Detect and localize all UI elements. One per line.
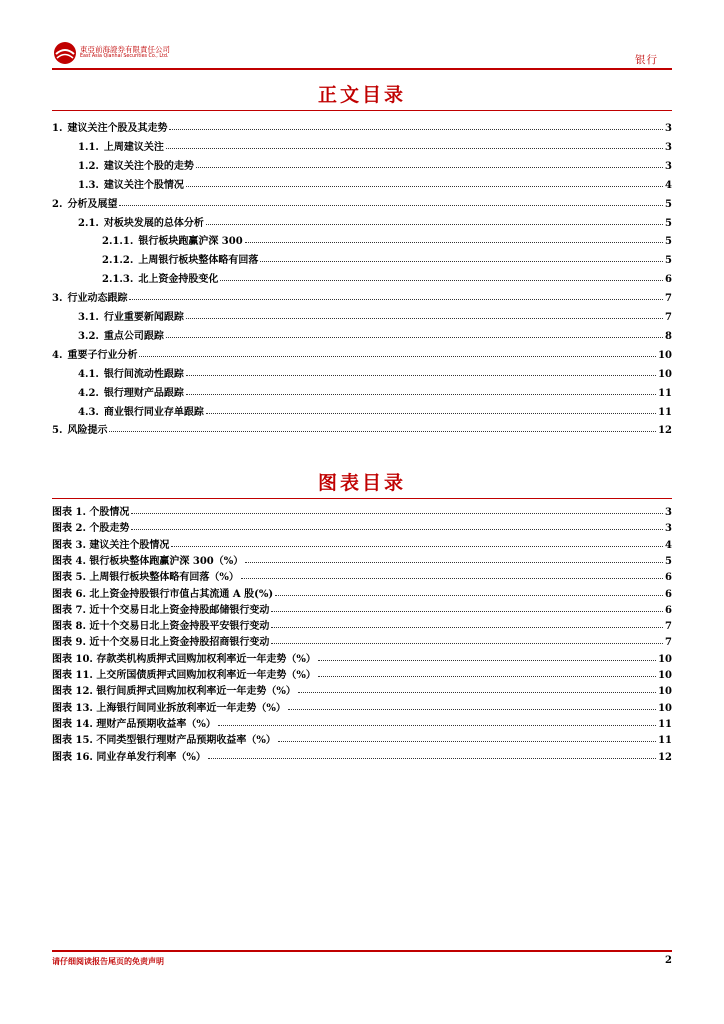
figure-entry[interactable] (52, 632, 672, 648)
figure-entry-title: 图表 2. 个股走势 (52, 523, 130, 535)
toc-entry[interactable] (52, 229, 672, 247)
toc-title-rule (52, 110, 672, 111)
toc-entry-number: 2.1.2. (102, 255, 134, 267)
figure-entry[interactable] (52, 616, 672, 632)
footer-disclaimer: 请仔细阅读报告尾页的免责声明 (52, 957, 164, 966)
toc-entry[interactable] (52, 362, 672, 380)
toc-entry-title: 银行间流动性跟踪 (103, 368, 184, 380)
figure-entry-title: 图表 16. 同业存单发行利率（%） (52, 751, 206, 763)
dot-leader (220, 280, 663, 281)
figure-entry-title: 图表 12. 银行间质押式回购加权利率近一年走势（%） (52, 686, 296, 698)
toc-entry-page: 5 (665, 255, 672, 267)
toc-entry-title: 分析及展望 (67, 198, 118, 210)
dot-leader (318, 660, 656, 661)
figure-entry-title: 图表 4. 银行板块整体跑赢沪深 300（%） (52, 555, 244, 567)
toc-entry-page: 5 (665, 217, 672, 229)
figures-title: 图表目录 (317, 472, 406, 494)
figure-entry[interactable] (52, 698, 672, 714)
figure-entry[interactable] (52, 584, 672, 600)
dot-leader (196, 167, 663, 168)
toc-entry-page: 7 (665, 312, 672, 323)
toc-entry[interactable] (52, 305, 672, 323)
toc-entry-number: 4.2. (78, 387, 99, 399)
figure-entry-title: 图表 8. 近十个交易日北上资金持股平安银行变动 (52, 621, 270, 633)
dot-leader (241, 578, 663, 579)
toc-entry[interactable] (52, 211, 672, 229)
dot-leader (271, 611, 663, 612)
logo-emblem-icon (52, 40, 78, 66)
figure-entry-page: 4 (665, 539, 672, 551)
page-number: 2 (665, 955, 672, 966)
figure-entry-page: 12 (658, 751, 672, 763)
toc-entry-page: 7 (665, 293, 672, 305)
dot-leader (245, 562, 663, 563)
toc-entry-page: 3 (665, 141, 672, 153)
industry-tag: 银行 (635, 54, 658, 66)
toc-entry-title: 北上资金持股变化 (138, 274, 219, 286)
toc-entry-title: 重点公司跟踪 (103, 330, 164, 342)
toc-entry[interactable] (52, 116, 672, 134)
figure-entry[interactable] (52, 730, 672, 746)
toc-entry-title: 重要子行业分析 (67, 349, 138, 361)
figure-entry-title: 图表 1. 个股情况 (52, 507, 130, 518)
dot-leader (129, 299, 663, 300)
toc-entry-number: 1.1. (78, 141, 99, 153)
figure-entry-title: 图表 10. 存款类机构质押式回购加权利率近一年走势（%） (52, 653, 316, 665)
toc-entry-title: 建议关注个股及其走势 (67, 123, 168, 134)
toc-entry-number: 3. (52, 293, 63, 305)
dot-leader (208, 758, 656, 759)
dot-leader (131, 529, 663, 530)
toc-entry-number: 1. (52, 123, 63, 134)
dot-leader (166, 148, 663, 149)
dot-leader (169, 129, 663, 130)
figure-entry[interactable] (52, 714, 672, 730)
dot-leader (109, 431, 656, 432)
dot-leader (166, 337, 663, 338)
figure-entry-title: 图表 7. 近十个交易日北上资金持股邮储银行变动 (52, 604, 270, 616)
dot-leader (271, 627, 663, 628)
toc-entry-page: 8 (665, 330, 672, 342)
company-logo (52, 40, 170, 66)
toc-entry-number: 2.1.3. (102, 274, 134, 286)
dot-leader (119, 205, 663, 206)
toc-entry-title: 上周建议关注 (103, 141, 164, 153)
toc-entry-title: 建议关注个股情况 (103, 179, 184, 191)
toc-entry-number: 3.1. (78, 312, 99, 323)
figure-entry-title: 图表 9. 近十个交易日北上资金持股招商银行变动 (52, 637, 270, 649)
toc-entry-page: 5 (665, 236, 672, 248)
toc-entry-number: 4. (52, 349, 63, 361)
toc-entry-title: 风险提示 (67, 425, 108, 437)
figures-title-rule (52, 498, 672, 499)
dot-leader (206, 413, 656, 414)
toc-entry-page: 10 (658, 368, 672, 380)
figure-entry-page: 7 (665, 621, 672, 633)
figure-entry-title: 图表 15. 不同类型银行理财产品预期收益率（%） (52, 735, 276, 747)
toc-entry-page: 3 (665, 160, 672, 172)
toc-entry-page: 4 (665, 179, 672, 191)
figure-entry[interactable] (52, 681, 672, 697)
dot-leader (318, 676, 656, 677)
figure-entry-title: 图表 13. 上海银行间同业拆放利率近一年走势（%） (52, 702, 286, 714)
dot-leader (271, 643, 663, 644)
toc-entry-page: 11 (658, 387, 672, 399)
toc-entry[interactable] (52, 343, 672, 361)
toc-entry-page: 11 (658, 406, 672, 418)
toc-entry-number: 4.1. (78, 368, 99, 380)
toc-entry-page: 10 (658, 349, 672, 361)
dot-leader (186, 394, 656, 395)
toc-entry-title: 上周银行板块整体略有回落 (138, 255, 259, 267)
toc-entry-number: 4.3. (78, 406, 99, 418)
toc-entry[interactable] (52, 286, 672, 304)
figure-entry-title: 图表 11. 上交所国债质押式回购加权利率近一年走势（%） (52, 670, 316, 681)
toc-entry-number: 2.1.1. (102, 236, 134, 248)
dot-leader (245, 242, 663, 243)
toc-entry[interactable] (52, 192, 672, 210)
dot-leader (186, 375, 656, 376)
figure-entry-page: 11 (658, 718, 672, 730)
figure-entry-page: 3 (665, 523, 672, 535)
toc-entry-page: 5 (665, 198, 672, 210)
toc-entry[interactable] (52, 418, 672, 436)
toc-entry[interactable] (52, 324, 672, 342)
figure-entry-page: 6 (665, 588, 672, 600)
figure-entry[interactable] (52, 502, 672, 518)
toc-entry-title: 商业银行同业存单跟踪 (103, 406, 204, 418)
figure-entry-page: 6 (665, 604, 672, 616)
dot-leader (275, 595, 663, 596)
toc-entry-number: 5. (52, 425, 63, 437)
dot-leader (218, 725, 656, 726)
figure-entry-page: 7 (665, 637, 672, 649)
figure-entry[interactable] (52, 600, 672, 616)
dot-leader (171, 546, 663, 547)
dot-leader (260, 261, 663, 262)
toc-entry-title: 建议关注个股的走势 (103, 160, 194, 172)
figure-entry-page: 11 (658, 735, 672, 747)
figure-entry[interactable] (52, 535, 672, 551)
toc-entry-title: 对板块发展的总体分析 (103, 217, 204, 229)
toc-title: 正文目录 (317, 84, 406, 106)
logo-chinese-name: 東亞前海證券有限責任公司 (80, 45, 170, 54)
dot-leader (186, 186, 663, 187)
figure-entry-title: 图表 5. 上周银行板块整体略有回落（%） (52, 572, 239, 584)
toc-entry-number: 1.2. (78, 160, 99, 172)
toc-entry-title: 行业动态跟踪 (67, 293, 128, 305)
toc-entry-number: 2. (52, 198, 63, 210)
toc-entry-page: 6 (665, 274, 672, 286)
footer-divider (52, 950, 672, 952)
toc-entry[interactable] (52, 267, 672, 285)
figure-entry[interactable] (52, 665, 672, 681)
toc-entry-number: 2.1. (78, 217, 99, 229)
dot-leader (139, 356, 656, 357)
dot-leader (298, 692, 656, 693)
figure-entry[interactable] (52, 567, 672, 583)
toc-entry-page: 3 (665, 123, 672, 134)
figure-entry-page: 10 (658, 686, 672, 698)
header-divider (52, 68, 672, 70)
toc-entry-title: 银行理财产品跟踪 (103, 387, 184, 399)
toc-entry-page: 12 (658, 425, 672, 437)
figure-entry-title: 图表 14. 理财产品预期收益率（%） (52, 718, 216, 730)
toc-entry[interactable] (52, 154, 672, 172)
figure-entry-page: 10 (658, 670, 672, 681)
dot-leader (206, 224, 663, 225)
toc-entry[interactable] (52, 135, 672, 153)
toc-entry[interactable] (52, 400, 672, 418)
figure-entry-page: 6 (665, 572, 672, 584)
figure-entry-page: 3 (665, 507, 672, 518)
logo-english-name: East Asia Qianhai Securities Co., Ltd. (80, 54, 169, 59)
toc-entry-title: 银行板块跑赢沪深 300 (138, 236, 243, 248)
dot-leader (186, 318, 663, 319)
toc-entry-number: 1.3. (78, 179, 99, 191)
dot-leader (131, 513, 663, 514)
toc-entry[interactable] (52, 248, 672, 266)
figure-entry[interactable] (52, 551, 672, 567)
figure-entry-title: 图表 3. 建议关注个股情况 (52, 539, 170, 551)
figure-entry[interactable] (52, 747, 672, 763)
toc-entry[interactable] (52, 381, 672, 399)
figure-entry-page: 10 (658, 702, 672, 714)
dot-leader (288, 709, 656, 710)
toc-entry-number: 3.2. (78, 330, 99, 342)
figure-entry-title: 图表 6. 北上资金持股银行市值占其流通 A 股(%) (52, 588, 274, 600)
toc-entry-title: 行业重要新闻跟踪 (103, 312, 184, 323)
toc-entry[interactable] (52, 173, 672, 191)
dot-leader (278, 741, 656, 742)
figure-entry[interactable] (52, 518, 672, 534)
figure-entry[interactable] (52, 649, 672, 665)
page-header (52, 38, 672, 70)
figure-entry-page: 5 (665, 555, 672, 567)
figure-entry-page: 10 (658, 653, 672, 665)
